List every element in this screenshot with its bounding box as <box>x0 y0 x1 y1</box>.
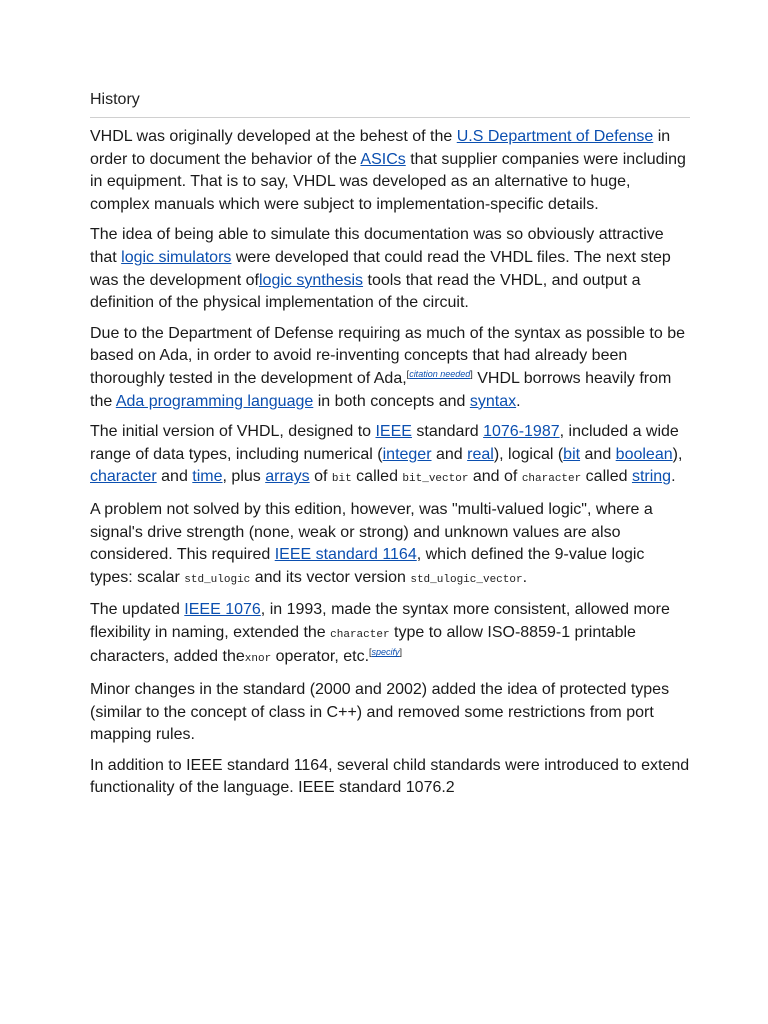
paragraph-simulation <box>90 224 690 314</box>
text: The idea of being able to simulate this documentation was so obviously attractive that <box>90 226 664 266</box>
link-syntax[interactable]: syntax <box>469 392 517 410</box>
link-boolean[interactable]: boolean <box>615 445 673 463</box>
link-ieee[interactable]: IEEE <box>375 423 412 441</box>
link-logic-synthesis[interactable]: logic synthesis <box>259 271 364 289</box>
link-bit[interactable]: bit <box>563 445 581 463</box>
text: standard <box>411 423 484 441</box>
specify-note <box>369 647 402 657</box>
text: in both concepts and <box>313 392 470 410</box>
link-ieee-standard-1164[interactable]: IEEE standard 1164 <box>274 546 417 564</box>
text: A problem not solved by this edition, however, was "multi-valued logic", where a signal's drive strength (none, weak or strong) and unknown values are also considered. This required <box>90 500 653 564</box>
text: were developed that could read the VHDL files. The next step was the development of <box>90 248 671 289</box>
code-bit-vector: bit_vector <box>402 473 469 486</box>
code-std-ulogic-vector: std_ulogic_vector <box>410 573 523 586</box>
text: and its vector version <box>250 568 411 586</box>
text: type to allow ISO-8859-1 printable characters, added the <box>90 623 636 666</box>
text: , in 1993, made the syntax more consistent, allowed more flexibility in naming, extended the <box>90 601 670 641</box>
text: , included a wide range of data types, including numerical ( <box>90 423 679 463</box>
link-specify[interactable]: specify <box>371 647 400 658</box>
link-string[interactable]: string <box>631 468 672 486</box>
text: Due to the Department of Defense requiring as much of the syntax as possible to be based on Ada, in order to avoid re-inventing concepts that had already been thoroughly tested in the development of Ada, <box>90 324 685 387</box>
text: called <box>581 468 632 486</box>
paragraph-multi-valued-logic <box>90 499 690 591</box>
code-character: character <box>330 628 390 641</box>
code-bit: bit <box>331 473 352 486</box>
citation-needed-note <box>407 369 473 379</box>
text: tools that read the VHDL, and output a definition of the physical implementation of the circuit. <box>90 271 641 312</box>
text: operator, etc. <box>271 648 370 666</box>
link-arrays[interactable]: arrays <box>265 468 310 486</box>
text: ), <box>672 445 683 463</box>
bracket-open: [ <box>369 647 372 658</box>
bracket-close: ] <box>470 368 473 379</box>
link-integer[interactable]: integer <box>382 445 432 463</box>
paragraph-updated-standard <box>90 599 690 671</box>
text: . <box>522 568 528 586</box>
paragraph-initial-version <box>90 421 690 491</box>
text: VHDL borrows heavily from the <box>90 369 672 410</box>
paragraph-child-standards <box>90 755 690 800</box>
section-heading: History <box>90 88 690 118</box>
code-std-ulogic: std_ulogic <box>184 573 251 586</box>
text: and <box>580 445 616 463</box>
text: The initial version of VHDL, designed to <box>90 423 376 441</box>
text: of <box>309 468 332 486</box>
paragraph-ada <box>90 323 690 413</box>
text: and <box>431 445 468 463</box>
link-logic-simulators[interactable]: logic simulators <box>121 248 232 266</box>
text: VHDL was originally developed at the behest of the <box>90 128 457 145</box>
text: . <box>671 468 676 486</box>
code-character: character <box>521 473 582 486</box>
link-ada-programming-language[interactable]: Ada programming language <box>115 392 314 410</box>
text: Minor changes in the standard (2000 and 2002) added the idea of protected types (similar to the concept of class in C++) and removed some restrictions from port mapping rules. <box>90 681 670 744</box>
link-us-department-of-defense[interactable]: U.S Department of Defense <box>456 128 654 145</box>
paragraph-origin <box>90 126 690 216</box>
bracket-close: ] <box>399 647 403 658</box>
code-xnor: xnor <box>244 653 272 666</box>
article-body <box>90 88 690 808</box>
text: ), logical ( <box>493 445 564 463</box>
link-real[interactable]: real <box>467 445 494 463</box>
text: . <box>516 392 521 410</box>
text: called <box>351 468 403 486</box>
link-asics[interactable]: ASICs <box>360 150 406 168</box>
text: , which defined the 9-value logic types: scalar <box>90 546 645 586</box>
text: in order to document the behavior of the <box>90 128 671 168</box>
text: The updated <box>90 601 185 619</box>
text: In addition to IEEE standard 1164, several child standards were introduced to extend functionality of the language. IEEE standard 1076.2 <box>90 756 690 797</box>
text: and <box>156 468 193 486</box>
paragraph-minor-changes <box>90 679 690 747</box>
link-citation-needed[interactable]: citation needed <box>409 368 471 379</box>
text: , plus <box>222 468 266 486</box>
link-1076-1987[interactable]: 1076-1987 <box>483 423 560 441</box>
link-ieee-1076[interactable]: IEEE 1076 <box>184 601 261 619</box>
text: that supplier companies were including in equipment. That is to say, VHDL was developed as an alternative to huge, complex manuals which were subject to implementation-specific details. <box>90 150 686 213</box>
link-character[interactable]: character <box>90 468 157 486</box>
bracket-open: [ <box>406 368 410 379</box>
text: and of <box>468 468 522 486</box>
link-time[interactable]: time <box>192 468 223 486</box>
